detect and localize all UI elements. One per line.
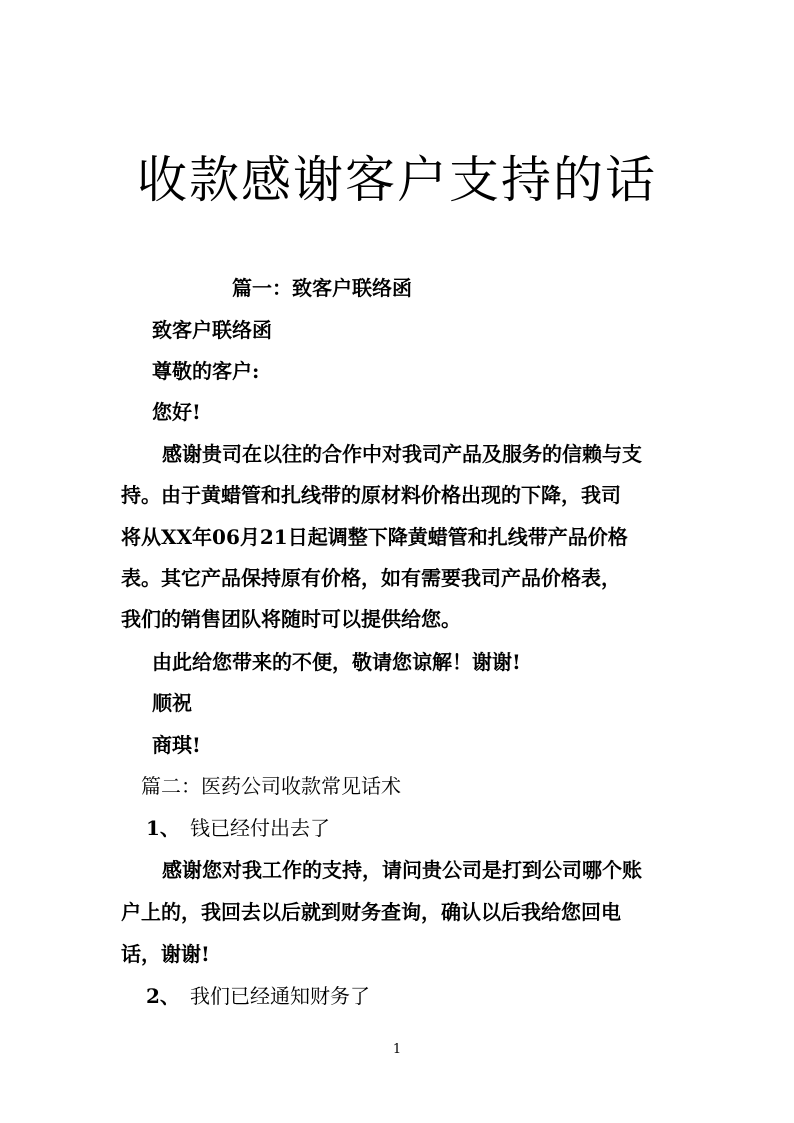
body-line: 感谢您对我工作的支持，请问贵公司是打到公司哪个账 (162, 858, 642, 882)
body-line: 话，谢谢! (121, 942, 210, 966)
item-title: 我们已经通知财务了 (190, 984, 370, 1008)
item-number: 2、 (146, 984, 180, 1008)
salutation: 尊敬的客户: (152, 359, 260, 383)
body-line: 我们的销售团队将随时可以提供给您。 (121, 607, 461, 631)
section1-subtitle: 致客户联络函 (152, 318, 272, 342)
item-number: 1、 (146, 816, 180, 840)
greeting: 您好! (152, 400, 201, 424)
item-title: 钱已经付出去了 (190, 816, 330, 840)
section2-heading: 篇二：医药公司收款常见话术 (141, 774, 401, 798)
body-line: 表。其它产品保持原有价格，如有需要我司产品价格表， (121, 566, 621, 590)
body-line: 持。由于黄蜡管和扎线带的原材料价格出现的下降，我司 (121, 483, 621, 507)
document-title: 收款感谢客户支持的话 (137, 151, 657, 209)
section1-heading: 篇一：致客户联络函 (232, 276, 412, 300)
body-line: 将从XX年06月21日起调整下降黄蜡管和扎线带产品价格 (121, 525, 628, 549)
apology-line: 由此给您带来的不便，敬请您谅解！谢谢! (152, 650, 521, 674)
body-line: 感谢贵司在以往的合作中对我司产品及服务的信赖与支 (162, 442, 642, 466)
closing-line-1: 顺祝 (152, 691, 192, 715)
body-line: 户上的，我回去以后就到财务查询，确认以后我给您回电 (121, 900, 621, 924)
closing-line-2: 商琪! (152, 733, 201, 757)
page-number: 1 (392, 1042, 402, 1057)
